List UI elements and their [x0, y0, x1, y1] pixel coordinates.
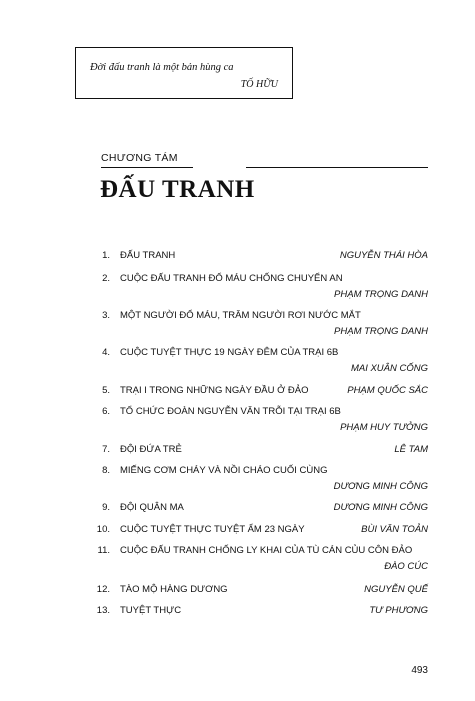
toc-item-author: PHẠM TRỌNG DANH: [334, 326, 428, 337]
toc-item-author: DƯƠNG MINH CÔNG: [333, 502, 428, 513]
toc-item-number: 10.: [96, 524, 110, 535]
toc-item-author: TƯ PHƯƠNG: [369, 605, 428, 616]
toc-item-title: CUỘC TUYỆT THỰC TUYỆT ẨM 23 NGÀY: [120, 524, 305, 535]
toc-item-number: 7.: [102, 444, 110, 455]
toc-item-title: MỘT NGƯỜI ĐỔ MÁU, TRĂM NGƯỜI RƠI NƯỚC MẮT: [120, 310, 361, 321]
chapter-label: CHƯƠNG TÁM: [101, 152, 178, 164]
toc-item-title: TUYỆT THỰC: [120, 605, 182, 616]
toc-item-title: TỔ CHỨC ĐOÀN NGUYỄN VĂN TRỖI TẠI TRẠI 6B: [120, 406, 341, 417]
toc-item-title: ĐẤU TRANH: [120, 250, 176, 261]
toc-item-title: ĐỘI QUÂN MA: [120, 502, 184, 513]
toc-item-title: CUỘC ĐẤU TRANH ĐỔ MÁU CHỐNG CHUYỂN AN: [120, 273, 343, 284]
toc-item-number: 2.: [102, 273, 110, 284]
toc-item-author: PHẠM QUỐC SẮC: [347, 385, 428, 396]
toc-item-title: MIẾNG CƠM CHÁY VÀ NỒI CHÁO CUỐI CÙNG: [120, 465, 328, 476]
toc-item-title: ĐỘI ĐỨA TRẺ: [120, 444, 182, 455]
toc-item-number: 1.: [102, 250, 110, 261]
toc-item-title: TÀO MỘ HÀNG DƯƠNG: [120, 584, 228, 595]
toc-item-number: 8.: [102, 465, 110, 476]
toc-item-title: CUỘC TUYỆT THỰC 19 NGÀY ĐÊM CỦA TRẠI 6B: [120, 347, 339, 358]
toc-item-author: ĐÀO CÚC: [384, 561, 428, 572]
toc-item-author: MAI XUÂN CỐNG: [350, 363, 428, 374]
toc-item-title: TRẠI I TRONG NHỮNG NGÀY ĐẦU Ở ĐẢO: [120, 385, 309, 396]
toc-item-author: PHẠM HUY TƯỞNG: [340, 422, 428, 433]
epigraph-author: TỐ HỮU: [240, 79, 278, 90]
toc-item-number: 11.: [97, 545, 110, 556]
chapter-title: ĐẤU TRANH: [100, 176, 255, 203]
epigraph-text: Đời đấu tranh là một bản hùng ca: [90, 62, 234, 73]
toc-item-number: 12.: [96, 584, 110, 595]
toc-item-author: DƯƠNG MINH CÔNG: [333, 481, 428, 492]
toc-item-author: NGUYỄN THÁI HÒA: [339, 250, 428, 261]
toc-item-number: 9.: [102, 502, 110, 513]
toc-item-number: 3.: [102, 310, 110, 321]
toc-item-number: 13.: [96, 605, 110, 616]
toc-item-author: BÙI VĂN TOẢN: [361, 524, 428, 535]
page-number: 493: [411, 665, 428, 676]
toc-item-number: 5.: [102, 385, 110, 396]
toc-item-number: 6.: [102, 406, 110, 417]
toc-item-number: 4.: [102, 347, 110, 358]
toc-item-author: LÊ TAM: [394, 444, 428, 455]
toc-item-title: CUỘC ĐẤU TRANH CHỐNG LY KHAI CỦA TÙ CÁN CỦU CÔN ĐẢO: [120, 545, 413, 556]
toc-item-author: PHẠM TRỌNG DANH: [334, 289, 428, 300]
toc-item-author: NGUYỄN QUẾ: [364, 584, 428, 595]
